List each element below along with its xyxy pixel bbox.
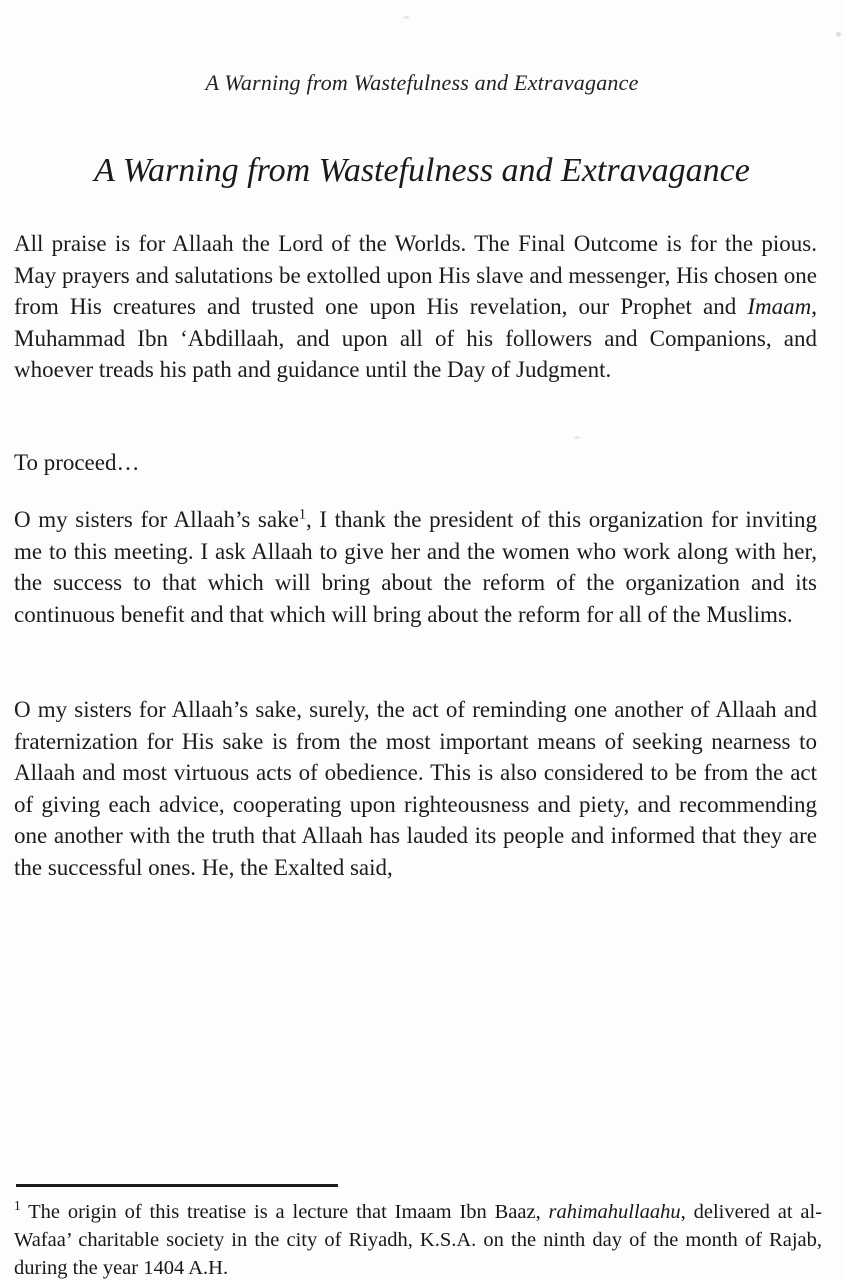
body-paragraph-proceed: To proceed… (14, 450, 140, 475)
footnote (14, 1198, 822, 1280)
italic-term: Imaam (747, 294, 812, 319)
footnote-text: , delivered at al-Wafaa’ charitable society in the city of Riyadh, K.S.A. on the ninth day of the month of Rajab, during the year 1404 A.H. (14, 1201, 822, 1279)
footnote-marker: 1 (14, 1198, 21, 1214)
footnote-reference: 1 (298, 506, 306, 523)
page-title: A Warning from Wastefulness and Extravagance (94, 152, 750, 189)
footnote-separator (16, 1184, 338, 1187)
paragraph-text: O my sisters for Allaah’s sake (14, 507, 299, 532)
body-paragraph-3: O my sisters for Allaah’s sake, surely, the act of reminding one another of Allaah and fraternization for His sake is from the most important means of seeking nearness to Allaah and most virtuous acts of obedience. This is also considered to be from the act of giving each advice, cooperating upon righteousness and piety, and recommending one another with the truth that Allaah has lauded its people and informed that they are the successful ones. He, the Exalted said, (14, 697, 817, 880)
scan-speck (574, 436, 580, 439)
paragraph-text: , Muhammad Ibn ‘Abdillaah, and upon all of his followers and Companions, and whoever treads his path and guidance until the Day of Judgment. (14, 294, 817, 382)
body-paragraph-1 (14, 228, 817, 386)
running-head: A Warning from Wastefulness and Extravagance (205, 70, 639, 95)
footnote-text: The origin of this treatise is a lecture that Imaam Ibn Baaz, (20, 1201, 549, 1223)
paragraph-text: , I thank the president of this organization for inviting me to this meeting. I ask Allaah to give her and the women who work along with her, the success to that which will bring about the reform of the organization and its continuous benefit and that which will bring about the reform for all of the Muslims. (14, 507, 817, 627)
italic-term: rahimahullaahu (548, 1201, 681, 1223)
scan-speck (836, 32, 841, 37)
scan-speck (403, 16, 410, 19)
paragraph-text: All praise is for Allaah the Lord of the Worlds. The Final Outcome is for the pious. May prayers and salutations be extolled upon His slave and messenger, His chosen one from His creatures and trusted one upon His revelation, our Prophet and (14, 231, 817, 319)
body-paragraph-2 (14, 504, 817, 630)
